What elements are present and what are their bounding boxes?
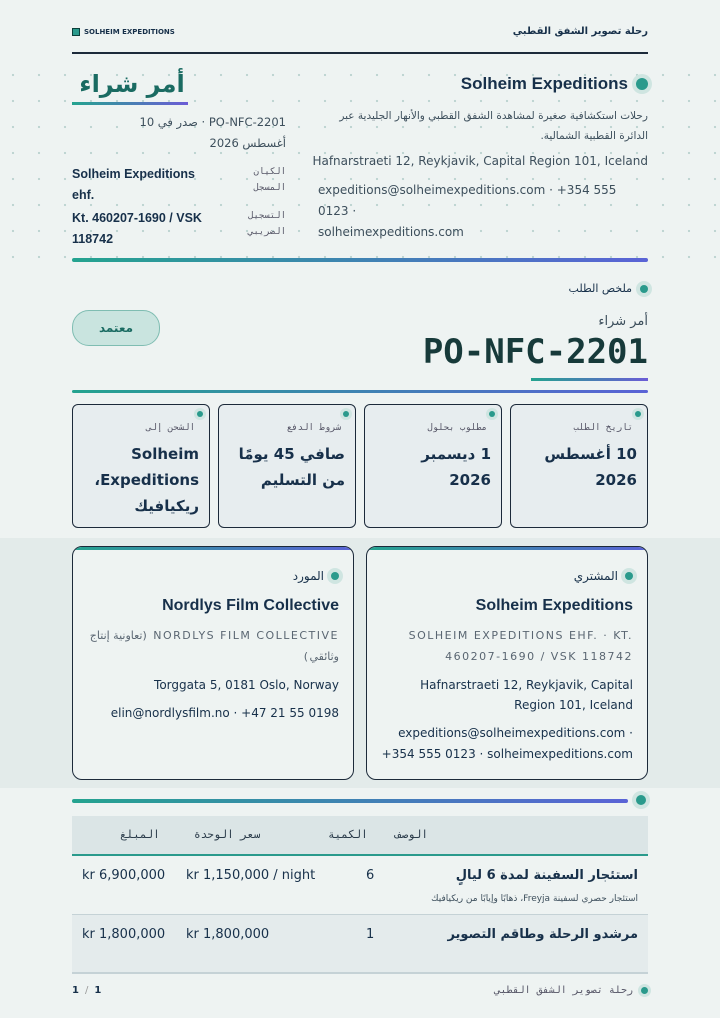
card-payment-terms [218,404,356,528]
header-description: الوصف [394,828,428,841]
running-header-brand-text: SOLHEIM EXPEDITIONS [84,28,175,36]
header-unit-price: سعر الوحدة [194,828,261,841]
row-detail: استئجار حصري لسفينة Freyja، ذهابًا وإيابًا من ريكيافيك [431,894,638,904]
row-amount: kr 1,800,000 [82,927,166,942]
registered-entity-value [72,164,212,206]
card-label: الشحن إلى [146,423,195,433]
running-header-title: رحلة تصوير الشفق القطبي [512,26,648,37]
row-unit-price: kr 1,800,000 [186,927,270,942]
total-pages: 1 [94,985,102,996]
page-footer [72,972,648,1009]
issued-line-1: PO-NFC-2201 · صدر في 10 [139,115,286,129]
buyer-label-text: المشتري [573,569,618,583]
tax-registration [72,208,286,250]
tax-value-2: 118742 [72,232,114,246]
card-value: 10 أغسطس 2026 [544,445,637,489]
tax-label-2: الضريبي [248,227,286,237]
running-header-brand [72,28,175,36]
buyer-card [366,546,648,780]
line-items-table [72,816,648,974]
registered-entity [72,164,286,206]
current-page: 1 [72,985,79,996]
letterhead [0,62,720,274]
company-address: Hafnarstraeti 12, Reykjavik, Capital Region 101, Iceland [312,154,648,168]
card-label: تاريخ الطلب [573,423,633,433]
card-dot-icon [489,411,495,417]
brand-dot-icon [636,78,648,90]
supplier-legal: NORDLYS FILM COLLECTIVE (تعاونية إنتاج وثائقي) [89,629,339,663]
supplier-dot-icon [331,572,339,580]
card-order-date [510,404,648,528]
row-unit-price: kr 1,150,000 / night [186,868,316,883]
registered-entity-value-1: Solheim Expeditions [72,167,195,181]
row-amount: kr 6,900,000 [82,868,166,883]
company-contact-line-2: solheimexpeditions.com [318,225,464,239]
po-number-underline [531,378,648,381]
registered-entity-value-2: ehf. [72,188,95,202]
card-dot-icon [635,411,641,417]
document-title-underline [72,102,188,105]
row-quantity: 1 [366,927,375,942]
table-row [72,915,648,974]
row-description: استئجار السفينة لمدة 6 ليالٍ [455,868,638,883]
registered-entity-label-2: المسجل [253,183,286,193]
buyer-contact-line-1: expeditions@solheimexpeditions.com · [398,726,633,740]
tax-registration-value [72,208,212,250]
header-amount: المبلغ [120,828,160,841]
card-ship-to [72,404,210,528]
summary-divider [72,390,648,393]
company-tagline: رحلات استكشافية صغيرة لمشاهدة الشفق القطبي والأنهار الجليدية عبر الدائرة القطبية الشمالية. [339,110,648,142]
page-number: 1 / 1 [72,985,102,996]
supplier-card [72,546,354,780]
registered-entity-label-1: الكيان [253,167,286,177]
card-value: Solheim Expeditions، ريكيافيك [94,445,199,515]
card-value: صافي 45 يومًا من التسليم [238,445,345,489]
po-number: PO-NFC-2201 [422,332,648,372]
running-header [72,22,648,54]
table-header [72,816,648,856]
buyer-legal: SOLHEIM EXPEDITIONS EHF. · KT. 460207-1690 / VSK 118742 [408,629,633,663]
document-title: أمر شراء [79,70,185,98]
buyer-address: Hafnarstraeti 12, Reykjavik, Capital Region 101, Iceland [420,678,633,712]
supplier-name: Nordlys Film Collective [162,597,339,614]
buyer-name: Solheim Expeditions [475,597,633,614]
divider-dot-icon [636,795,646,805]
letterhead-divider [72,258,648,262]
table-divider [72,799,628,803]
card-dot-icon [343,411,349,417]
supplier-label [293,569,339,583]
row-description: مرشدو الرحلة وطاقم التصوير [447,927,638,942]
registered-entity-label [232,164,286,206]
footer-dot-icon [641,987,648,994]
footer-title-text: رحلة تصوير الشفق القطبي [494,985,633,996]
supplier-label-text: المورد [292,569,324,583]
header-quantity: الكمية [328,828,368,841]
issued-line-2: أغسطس 2026 [209,136,286,150]
card-required-by [364,404,502,528]
info-cards [72,404,648,528]
summary-label [569,282,648,295]
buyer-contact-line-2: +354 555 0123 · solheimexpeditions.com [381,747,633,761]
card-dot-icon [197,411,203,417]
company-brand [461,74,648,94]
supplier-contact: elin@nordlysfilm.no · +47 21 55 0198 [110,706,339,720]
tax-label-1: التسجيل [248,211,286,221]
po-type: أمر شراء [598,314,648,329]
company-name: Solheim Expeditions [460,74,628,93]
summary-label-text: ملخص الطلب [568,282,632,295]
row-quantity: 6 [366,868,375,883]
card-value: 1 ديسمبر 2026 [421,445,491,489]
brand-square-icon [72,28,80,36]
company-contact [318,180,648,243]
document-issued [72,112,286,154]
buyer-label [574,569,633,583]
summary-dot-icon [640,285,648,293]
card-label: مطلوب بحلول [427,423,487,433]
company-contact-line-1: expeditions@solheimexpeditions.com · +354 555 0123 · [318,183,617,218]
table-row [72,856,648,915]
status-badge: معتمد [72,310,160,346]
card-label: شروط الدفع [286,423,341,433]
footer-title [495,985,648,996]
buyer-contact [381,723,633,765]
tax-registration-label [232,208,286,250]
supplier-address: Torggata 5, 0181 Oslo, Norway [154,678,339,692]
tax-value-1: Kt. 460207-1690 / VSK [72,211,202,225]
buyer-dot-icon [625,572,633,580]
